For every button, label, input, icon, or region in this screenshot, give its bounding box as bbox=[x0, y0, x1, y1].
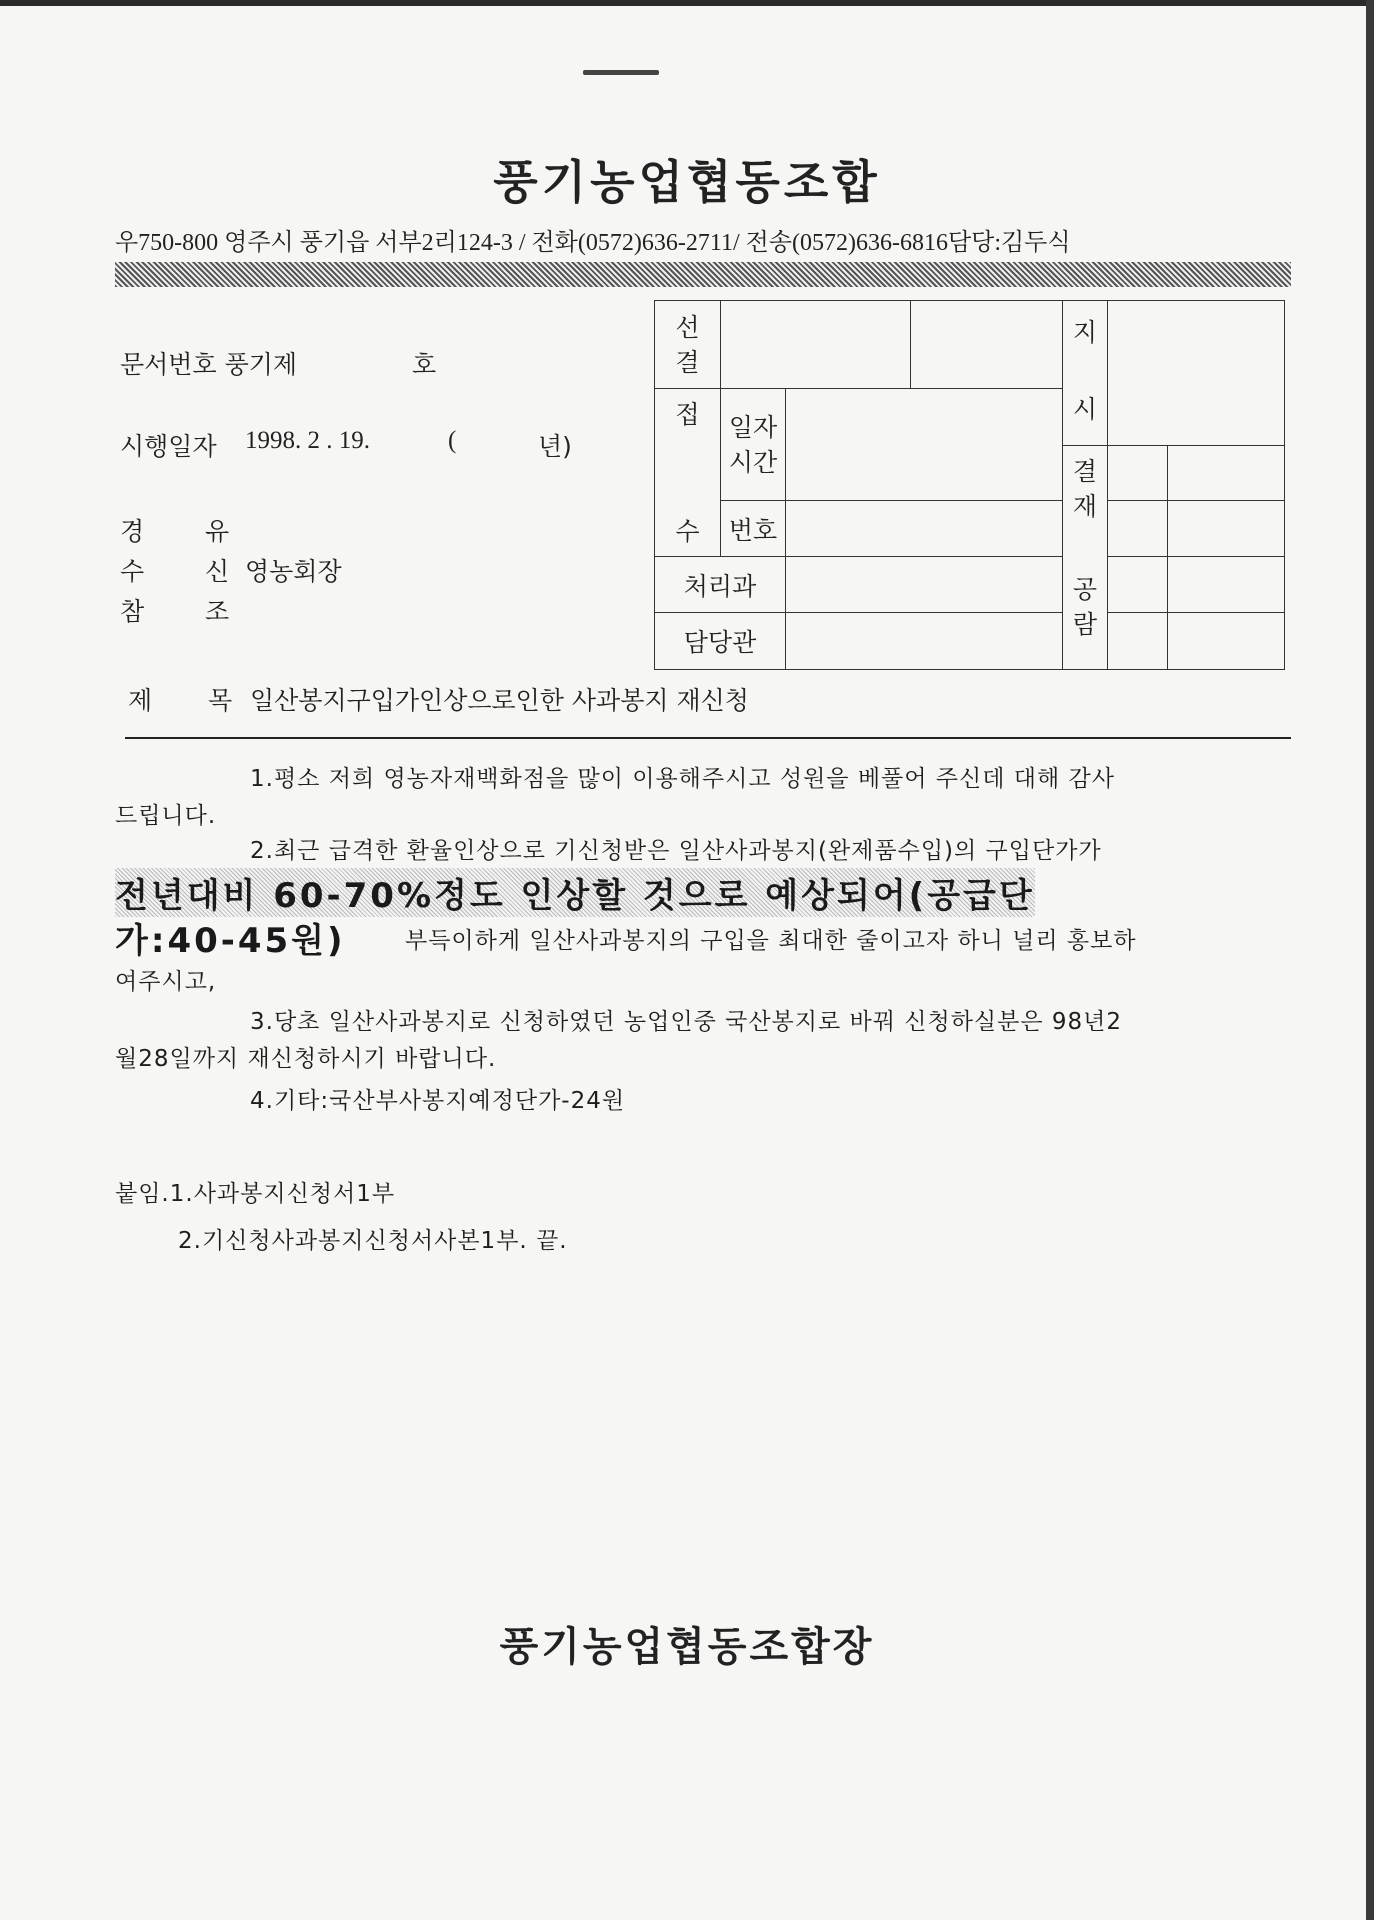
approval-review-label-2: 재 bbox=[1072, 492, 1098, 521]
exec-date-paren-open: ( bbox=[448, 427, 457, 454]
exec-date-paren-close: 년) bbox=[538, 432, 572, 461]
number-cell bbox=[786, 501, 1063, 557]
paragraph-2-line-3: 부득이하게 일산사과봉지의 구입을 최대한 줄이고자 하니 널리 홍보하 bbox=[405, 928, 1137, 954]
exec-date-value: 1998. 2 . 19. bbox=[245, 427, 370, 454]
instruction-label-2: 시 bbox=[1072, 395, 1098, 424]
receipt-label-2: 수 bbox=[675, 517, 700, 546]
org-title: 풍기농업협동조합 bbox=[493, 155, 881, 209]
via-label-2: 유 bbox=[205, 517, 230, 546]
reference-label-1: 참 bbox=[120, 597, 145, 626]
doc-number-value: 풍기제 bbox=[224, 350, 298, 379]
paragraph-2-price: 가:40-45원) bbox=[115, 921, 346, 961]
pre-approval-cell-1 bbox=[721, 301, 911, 389]
instruction-label-1: 지 bbox=[1072, 318, 1098, 347]
doc-number-field bbox=[120, 345, 297, 381]
paragraph-1-line-2: 드립니다. bbox=[115, 803, 217, 829]
recipient-value: 영농회장 bbox=[245, 557, 342, 586]
scan-top-edge bbox=[0, 0, 1374, 6]
exec-date-label: 시행일자 bbox=[120, 432, 217, 461]
instruction-label-cell bbox=[1063, 301, 1108, 446]
pre-approval-label-1: 선 bbox=[675, 312, 700, 342]
via-label-1: 경 bbox=[120, 517, 145, 546]
subject-label-2: 목 bbox=[208, 686, 233, 715]
paragraph-1-line-1: 1.평소 저희 영농자재백화점을 많이 이용해주시고 성원을 베풀어 주신데 대해 감사 bbox=[250, 766, 1115, 792]
instruction-cell bbox=[1108, 301, 1285, 446]
body-divider bbox=[125, 737, 1291, 739]
approval-review-cell bbox=[1168, 501, 1285, 557]
approval-review-cell bbox=[1168, 446, 1285, 501]
approval-review-label-1: 결 bbox=[1072, 457, 1098, 486]
recipient-label-2: 신 bbox=[205, 557, 230, 586]
paragraph-3-line-1: 3.당초 일산사과봉지로 신청하였던 농업인중 국산봉지로 바꿔 신청하실분은 98년2 bbox=[250, 1009, 1122, 1035]
approval-review-label-4: 람 bbox=[1072, 610, 1098, 639]
doc-number-label: 문서번호 bbox=[120, 350, 217, 379]
receipt-label-cell bbox=[655, 389, 721, 557]
staple-mark bbox=[583, 70, 659, 75]
paragraph-2-highlight: 전년대비 60-70%정도 인상할 것으로 예상되어(공급단 bbox=[115, 868, 1035, 917]
approval-review-cell bbox=[1168, 557, 1285, 613]
recipient-label-1: 수 bbox=[120, 557, 145, 586]
paragraph-2-line-1: 2.최근 급격한 환율인상으로 기신청받은 일산사과봉지(완제품수입)의 구입단가가 bbox=[250, 838, 1102, 864]
doc-number-suffix: 호 bbox=[412, 350, 437, 379]
receipt-label-1: 접 bbox=[675, 400, 700, 429]
pre-approval-label-2: 결 bbox=[675, 347, 700, 377]
subject-label-1: 제 bbox=[128, 686, 153, 715]
date-time-label-2: 시간 bbox=[728, 447, 778, 477]
attachment-line-2: 2.기신청사과봉지신청서사본1부. 끝. bbox=[178, 1228, 568, 1254]
handling-dept-label-cell: 처리과 bbox=[655, 557, 786, 613]
pre-approval-cell-2 bbox=[911, 301, 1063, 389]
number-label-cell: 번호 bbox=[721, 501, 786, 557]
issuer-signature: 풍기농업협동조합장 bbox=[499, 1624, 875, 1670]
date-time-label-cell bbox=[721, 389, 786, 501]
approval-table bbox=[654, 300, 1285, 670]
attachment-line-1: 붙임.1.사과봉지신청서1부 bbox=[115, 1181, 396, 1207]
approval-review-cell bbox=[1108, 557, 1168, 613]
date-time-label-1: 일자 bbox=[728, 412, 778, 442]
subject-value: 일산봉지구입가인상으로인한 사과봉지 재신청 bbox=[250, 686, 749, 715]
paragraph-4: 4.기타:국산부사봉지예정단가-24원 bbox=[250, 1088, 626, 1114]
pre-approval-label-cell bbox=[655, 301, 721, 389]
officer-label-cell: 담당관 bbox=[655, 613, 786, 670]
hatched-divider bbox=[115, 262, 1291, 287]
approval-review-cell bbox=[1108, 613, 1168, 670]
paragraph-2-line-4: 여주시고, bbox=[115, 969, 217, 995]
reference-label-2: 조 bbox=[205, 597, 230, 626]
approval-review-label-3: 공 bbox=[1072, 575, 1098, 604]
paragraph-3-line-2: 월28일까지 재신청하시기 바랍니다. bbox=[115, 1046, 497, 1072]
approval-review-cell bbox=[1108, 501, 1168, 557]
address-line: 우750-800 영주시 풍기읍 서부2리124-3 / 전화(0572)636-2711/ 전송(0572)636-6816담당:김두식 bbox=[115, 230, 1071, 256]
approval-review-cell bbox=[1108, 446, 1168, 501]
date-time-cell bbox=[786, 389, 1063, 501]
handling-dept-cell bbox=[786, 557, 1063, 613]
approval-review-label-cell bbox=[1063, 446, 1108, 670]
approval-review-cell bbox=[1168, 613, 1285, 670]
officer-cell bbox=[786, 613, 1063, 670]
